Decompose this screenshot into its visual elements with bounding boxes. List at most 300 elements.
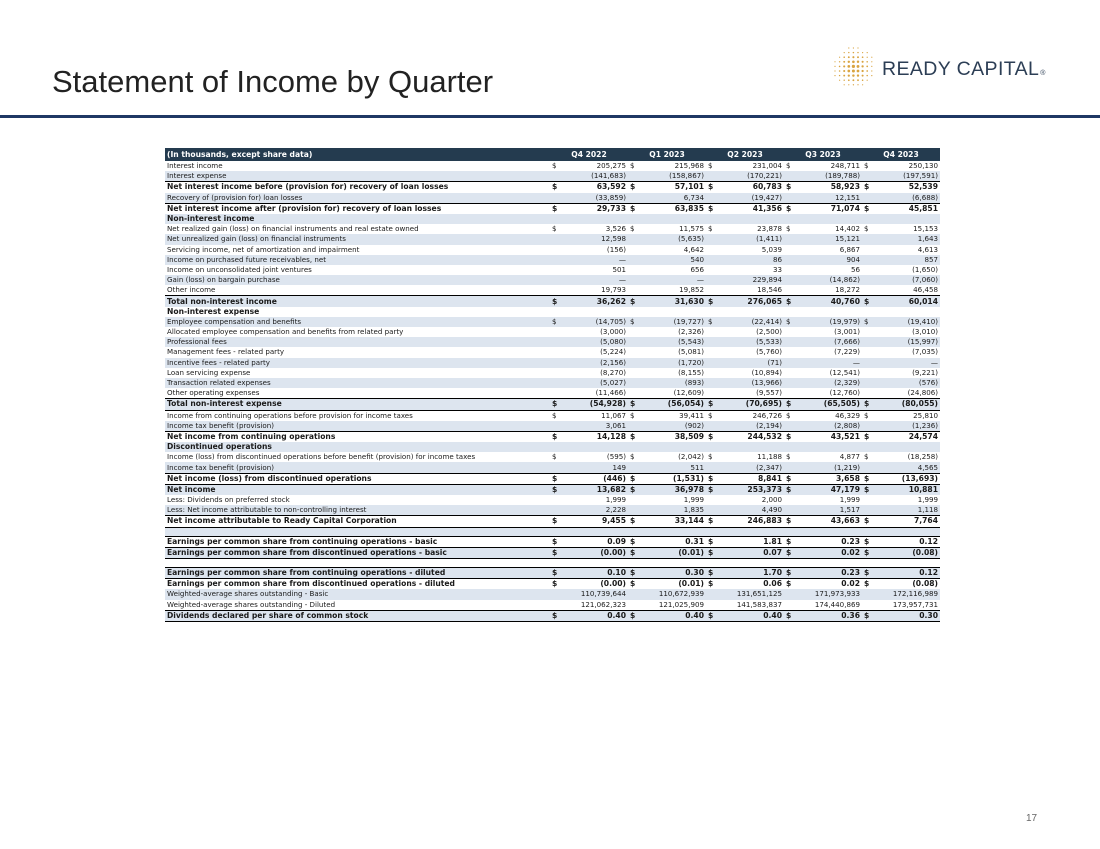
currency-symbol [862,255,880,265]
value-cell: 56 [850,264,860,274]
currency-symbol [706,327,724,337]
currency-symbol [706,600,724,611]
row-label: Employee compensation and benefits [165,317,550,327]
row-label: Income tax benefit (provision) [165,462,550,473]
value-cell: 23,878 [757,224,782,234]
value-cell: (0.01) [646,547,706,558]
value-cell: (80,055) [880,399,940,410]
value-cell: (10,894) [751,367,782,377]
currency-symbol [706,368,724,378]
row-label: Non-interest income [165,214,550,224]
currency-symbol: $ [706,547,724,558]
currency-symbol: $ [862,431,880,442]
value-cell: (0.01) [646,579,706,590]
row-label: Gain (loss) on bargain purchase [165,275,550,285]
value-cell [724,307,784,317]
currency-symbol [628,378,646,388]
value-cell [568,214,628,224]
value-cell: 1.70 [724,567,784,578]
value-cell [568,442,628,452]
currency-symbol [784,495,802,505]
value-cell: 0.02 [802,579,862,590]
currency-symbol [550,171,568,182]
value-cell: (5,533) [724,337,784,347]
value-cell: 656 [690,264,704,274]
value-cell: 86 [724,255,784,265]
currency-symbol: $ [706,203,724,214]
value-cell: 14,402 [835,224,860,234]
value-cell: 215,968 [674,161,704,171]
currency-symbol [862,337,880,347]
currency-symbol [784,275,802,285]
table-row [165,452,940,462]
currency-symbol [628,337,646,347]
currency-symbol: $ [784,484,802,495]
value-cell: 0.23 [802,567,862,578]
currency-symbol [550,600,568,611]
header-quarter: Q4 2023 [862,148,940,161]
currency-symbol: $ [784,516,802,527]
currency-symbol [784,347,802,357]
value-cell: 141,583,837 [736,599,782,609]
value-cell: 0.31 [646,536,706,547]
currency-symbol [628,245,646,255]
value-cell: 172,116,989 [880,589,940,599]
row-label: Net realized gain (loss) on financial instruments and real estate owned [167,224,419,234]
value-cell: 4,490 [724,505,784,516]
currency-symbol [784,234,802,244]
currency-symbol: $ [628,547,646,558]
currency-symbol [550,245,568,255]
table-header [165,148,940,161]
table-row [165,224,940,234]
row-label: Discontinued operations [165,442,550,452]
currency-symbol: $ [550,567,568,578]
row-label: Net income [165,484,550,495]
value-cell: 0.30 [880,610,940,621]
value-cell: (0.00) [568,547,628,558]
value-cell [802,214,862,224]
currency-symbol [550,337,568,347]
value-cell: 71,074 [802,203,862,214]
currency-symbol [784,505,802,516]
currency-symbol: $ [862,547,880,558]
value-cell [646,214,706,224]
currency-symbol [784,421,802,432]
table-row [165,431,940,442]
currency-symbol [628,495,646,505]
currency-symbol: $ [628,567,646,578]
value-cell: 15,153 [913,224,938,234]
table-row [165,307,940,317]
value-cell: 1.81 [724,536,784,547]
value-cell: 501 [612,264,626,274]
currency-symbol [784,171,802,182]
value-cell: 60,014 [880,296,940,307]
table-row [165,161,940,171]
currency-symbol: $ [784,410,802,421]
value-cell: 7,764 [880,516,940,527]
table-row [165,255,940,265]
value-cell: (71) [724,358,784,368]
currency-symbol [706,378,724,388]
value-cell: (70,695) [724,399,784,410]
value-cell: (14,705) [568,317,628,327]
table-row [165,285,940,296]
value-cell: 3,526 [605,224,626,234]
value-cell: — [568,275,628,285]
currency-symbol [628,388,646,399]
table-spacer-row [165,558,940,567]
currency-symbol [550,347,568,357]
currency-symbol: $ [706,182,724,193]
currency-symbol [862,275,880,285]
currency-symbol: $ [628,410,646,421]
row-label: Transaction related expenses [165,378,550,388]
currency-symbol: $ [784,473,802,484]
table-row [165,327,940,337]
value-cell: 3,061 [568,421,628,432]
currency-symbol [628,275,646,285]
table-row [165,547,940,558]
value-cell: (902) [646,421,706,432]
table-row [165,388,940,399]
table-row [165,337,940,347]
value-cell: (0.08) [880,579,940,590]
currency-symbol: $ [550,547,568,558]
currency-symbol [550,214,568,224]
currency-symbol [628,358,646,368]
spacer-cell [165,558,940,567]
value-cell: 63,835 [646,203,706,214]
value-cell: (2,808) [802,421,862,432]
value-cell: 1,999 [683,495,704,505]
currency-symbol [628,265,646,275]
table-row [165,245,940,255]
currency-symbol: $ [862,410,880,421]
value-cell: 45,851 [880,203,940,214]
value-cell: (5,027) [568,378,628,388]
currency-symbol [784,285,802,296]
value-cell: (24,806) [907,388,938,398]
currency-symbol: $ [862,567,880,578]
currency-symbol [862,285,880,296]
currency-symbol [784,327,802,337]
currency-symbol [550,307,568,317]
currency-symbol [706,234,724,244]
value-cell: (170,221) [724,171,784,182]
value-cell: (2,500) [756,327,782,337]
currency-symbol [862,265,880,275]
currency-symbol: $ [784,296,802,307]
currency-symbol [784,245,802,255]
value-cell: 0.12 [880,536,940,547]
value-cell: 46,329 [802,410,862,421]
page-title: Statement of Income by Quarter [52,64,494,99]
value-cell: 250,130 [908,161,938,171]
value-cell: (156) [606,244,626,254]
value-cell: 36,978 [646,484,706,495]
value-cell: 276,065 [724,296,784,307]
value-cell: 0.10 [568,567,628,578]
value-cell: 11,188 [757,452,782,462]
currency-symbol [784,337,802,347]
currency-symbol: $ [628,473,646,484]
header-quarter: Q1 2023 [628,148,706,161]
table-row [165,462,940,473]
value-cell: 246,883 [724,516,784,527]
value-cell: 205,275 [596,161,626,171]
value-cell: (0.00) [568,579,628,590]
value-cell: (893) [646,378,706,388]
value-cell: 0.07 [724,547,784,558]
currency-symbol [784,307,802,317]
value-cell: 4,565 [880,462,940,473]
currency-symbol [862,307,880,317]
value-cell: (158,867) [646,171,706,182]
row-label: Non-interest expense [167,306,260,316]
table-row [165,378,940,388]
value-cell: 4,877 [839,452,860,462]
currency-symbol: $ [552,224,557,234]
currency-symbol: $ [550,516,568,527]
currency-symbol: $ [630,452,635,462]
currency-symbol [628,505,646,516]
table-spacer-row [165,527,940,536]
currency-symbol: $ [628,182,646,193]
currency-symbol: $ [786,161,791,171]
value-cell: (15,997) [880,337,940,347]
row-label: Interest expense [165,171,550,182]
currency-symbol: $ [706,431,724,442]
currency-symbol: $ [784,567,802,578]
value-cell: 0.09 [568,536,628,547]
row-label: Income tax benefit (provision) [165,421,550,432]
currency-symbol: $ [708,452,713,462]
row-label: Loan servicing expense [167,367,251,377]
value-cell: (197,591) [880,171,940,182]
value-cell: (595) [606,452,626,462]
currency-symbol: $ [550,182,568,193]
value-cell: 0.23 [802,536,862,547]
currency-symbol [706,285,724,296]
row-label: Total non-interest expense [165,399,550,410]
title-divider [0,115,1100,118]
currency-symbol [706,495,724,505]
currency-symbol: $ [628,536,646,547]
value-cell: 40,760 [802,296,862,307]
currency-symbol: $ [550,317,568,327]
value-cell: 1,835 [646,505,706,516]
currency-symbol [784,600,802,611]
currency-symbol [706,589,724,599]
table-row [165,421,940,432]
value-cell: 11,067 [568,410,628,421]
currency-symbol: $ [550,296,568,307]
currency-symbol: $ [784,399,802,410]
value-cell: 131,651,125 [724,589,784,599]
currency-symbol [862,347,880,357]
value-cell: (5,080) [568,337,628,347]
header-label: (In thousands, except share data) [165,148,550,161]
value-cell [646,442,706,452]
currency-symbol [628,171,646,182]
currency-symbol: $ [706,317,724,327]
value-cell: 253,373 [724,484,784,495]
value-cell [880,307,940,317]
currency-symbol: $ [706,516,724,527]
table-row [165,600,940,611]
value-cell: (3,010) [912,327,938,337]
row-label: Less: Dividends on preferred stock [167,495,290,505]
row-label: Earnings per common share from continuing operations - basic [165,536,550,547]
value-cell: (11,466) [595,388,626,398]
currency-symbol: $ [628,431,646,442]
currency-symbol: $ [784,182,802,193]
currency-symbol [706,358,724,368]
value-cell: (1,650) [912,264,938,274]
value-cell: 36,262 [568,296,628,307]
table-row [165,579,940,590]
value-cell: 229,894 [724,275,784,285]
value-cell: (1,411) [724,234,784,244]
row-label: Earnings per common share from continuing operations - diluted [165,567,550,578]
value-cell: 1,517 [802,505,862,516]
currency-symbol [628,442,646,452]
currency-symbol: $ [706,610,724,621]
value-cell: 38,509 [646,431,706,442]
logo-text: READY CAPITAL® [882,58,1046,80]
row-label: Net income from continuing operations [165,431,550,442]
value-cell: (0.08) [880,547,940,558]
page-number: 17 [1026,813,1038,824]
currency-symbol [862,327,880,337]
value-cell: (7,666) [802,337,862,347]
currency-symbol [784,378,802,388]
table-row [165,275,940,285]
value-cell: 24,574 [880,431,940,442]
currency-symbol: $ [550,203,568,214]
table-row [165,505,940,516]
currency-symbol [550,442,568,452]
value-cell: 149 [568,462,628,473]
header-quarter: Q2 2023 [706,148,784,161]
value-cell: (1,219) [802,462,862,473]
value-cell: (8,270) [600,367,626,377]
currency-symbol: $ [628,579,646,590]
currency-symbol: $ [864,161,869,171]
currency-symbol: $ [864,224,869,234]
currency-symbol [550,265,568,275]
table-row [165,234,940,244]
currency-symbol: $ [784,579,802,590]
currency-symbol: $ [628,484,646,495]
value-cell [802,307,862,317]
currency-symbol [862,378,880,388]
currency-symbol: $ [864,452,869,462]
currency-symbol: $ [628,317,646,327]
currency-symbol: $ [706,410,724,421]
row-label: Professional fees [165,337,550,347]
ready-capital-logo [832,45,1062,91]
value-cell: 18,546 [757,285,782,295]
currency-symbol [706,421,724,432]
value-cell: 4,642 [683,244,704,254]
currency-symbol [550,275,568,285]
value-cell: 5,039 [761,244,782,254]
value-cell: (576) [880,378,940,388]
value-cell: (8,155) [678,367,704,377]
table-row [165,399,940,410]
value-cell: (2,329) [802,378,862,388]
currency-symbol [550,388,568,399]
value-cell: 19,793 [601,285,626,295]
currency-symbol: $ [862,399,880,410]
value-cell: 121,025,909 [658,599,704,609]
value-cell: (5,224) [600,347,626,357]
value-cell: 10,881 [880,484,940,495]
value-cell: (7,060) [880,275,940,285]
row-label: Earnings per common share from discontinued operations - diluted [165,579,550,590]
value-cell: (3,000) [600,327,626,337]
currency-symbol: $ [550,536,568,547]
value-cell: 0.06 [724,579,784,590]
value-cell: 2,000 [761,495,782,505]
value-cell: (19,427) [724,193,784,204]
row-label: Less: Net income attributable to non-controlling interest [165,505,550,516]
currency-symbol [628,462,646,473]
currency-symbol [784,358,802,368]
value-cell: 231,004 [752,161,782,171]
row-label: Net income attributable to Ready Capital Corporation [165,516,550,527]
value-cell: 0.40 [646,610,706,621]
row-label: Management fees - related party [167,347,285,357]
row-label: Other operating expenses [167,388,260,398]
row-label: Income from continuing operations before provision for income taxes [165,410,550,421]
value-cell: (5,081) [678,347,704,357]
table-row [165,368,940,378]
value-cell: 39,411 [646,410,706,421]
currency-symbol: $ [862,203,880,214]
value-cell: — [568,255,628,265]
currency-symbol: $ [784,610,802,621]
currency-symbol [862,388,880,399]
currency-symbol [628,214,646,224]
value-cell: 52,539 [880,182,940,193]
currency-symbol [706,462,724,473]
value-cell: (19,727) [646,317,706,327]
value-cell: 15,121 [802,234,862,244]
logo-dots-icon [832,45,876,91]
value-cell [568,307,628,317]
value-cell: (6,688) [880,193,940,204]
row-label: Net interest income after (provision for) recovery of loan losses [165,203,550,214]
value-cell: 63,592 [568,182,628,193]
currency-symbol [628,285,646,296]
value-cell: 58,923 [802,182,862,193]
spacer-cell [165,527,940,536]
table-row [165,358,940,368]
currency-symbol: $ [862,473,880,484]
row-label: Earnings per common share from discontinued operations - basic [165,547,550,558]
currency-symbol [706,255,724,265]
value-cell: (2,326) [678,327,704,337]
currency-symbol: $ [550,484,568,495]
value-cell [802,442,862,452]
value-cell: (54,928) [568,399,628,410]
currency-symbol: $ [628,203,646,214]
currency-symbol [862,589,880,599]
